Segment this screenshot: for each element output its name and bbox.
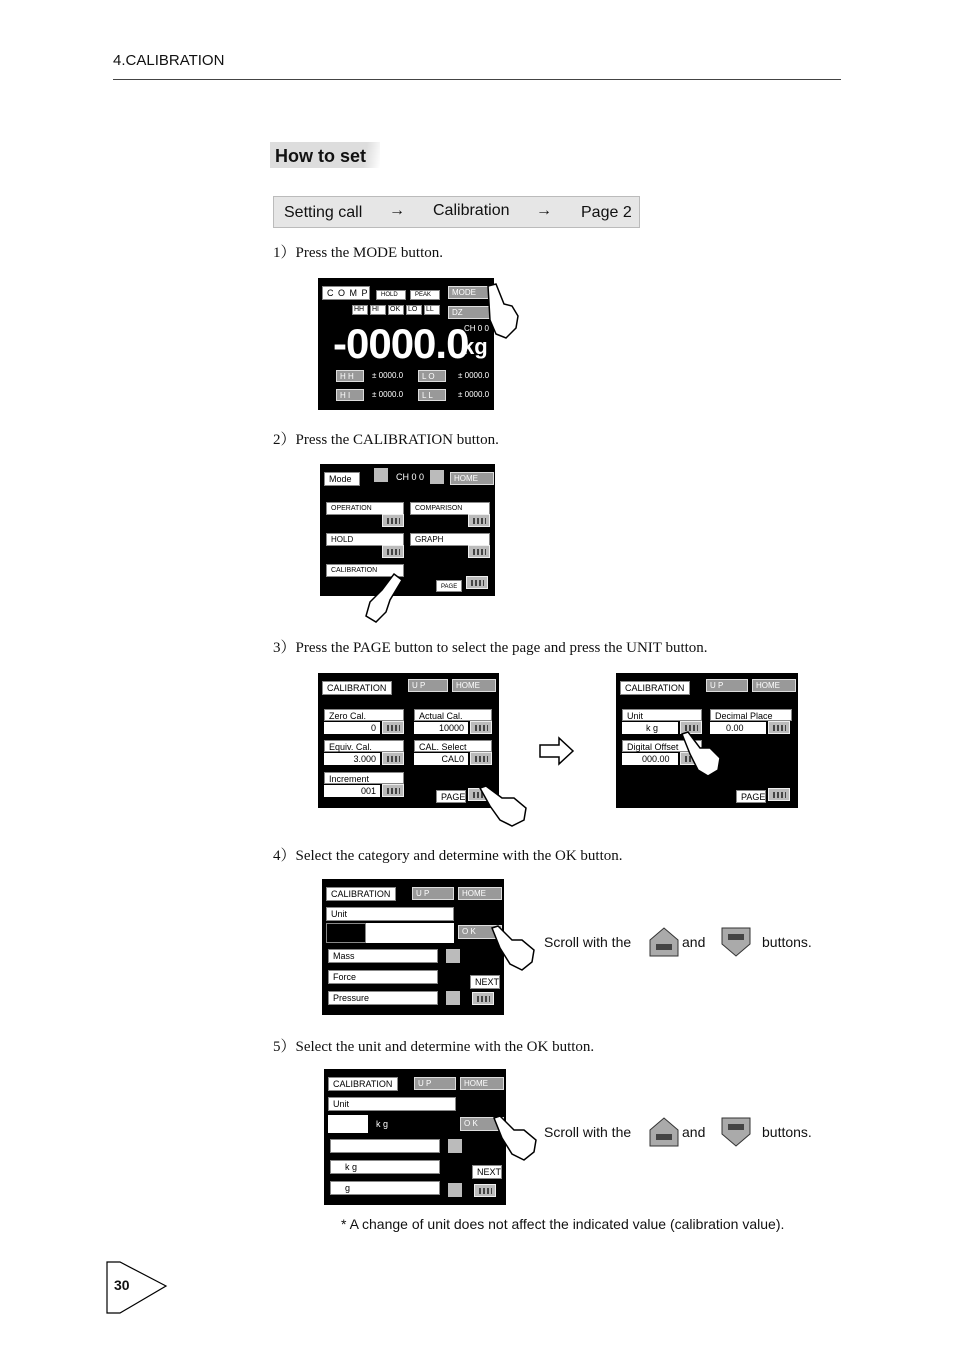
decimal-place-label: Decimal Place	[710, 709, 792, 721]
ll-limit-button[interactable]: L L	[418, 389, 446, 401]
scroll-instruction-text: Scroll with the	[544, 934, 632, 950]
keypad-icon[interactable]	[470, 721, 492, 734]
actual-cal-value: 10000	[414, 722, 468, 734]
unit-item-g[interactable]: g	[330, 1181, 440, 1195]
hi-limit-value: ± 0000.0	[372, 390, 404, 399]
increment-value: 001	[324, 785, 380, 797]
comp-label: C O M P	[322, 286, 370, 300]
page-number: 30	[114, 1277, 130, 1293]
weight-unit: kg	[462, 334, 488, 359]
next-label: NEXT	[472, 1165, 502, 1179]
hold-button[interactable]: HOLD	[326, 533, 404, 546]
down-arrow-icon[interactable]	[374, 468, 388, 482]
next-label: NEXT	[470, 975, 500, 989]
weight-value: -0000.0	[333, 320, 469, 367]
keypad-icon[interactable]	[382, 784, 404, 797]
actual-cal-label: Actual Cal.	[414, 709, 492, 721]
keypad-icon	[382, 514, 404, 527]
keypad-icon[interactable]	[382, 752, 404, 765]
home-button[interactable]: HOME	[460, 1077, 504, 1090]
operation-button[interactable]: OPERATION	[326, 502, 404, 515]
step-1-text: 1）Press the MODE button.	[273, 245, 443, 261]
ll-indicator: LL	[424, 305, 440, 315]
unit-item-blank[interactable]	[330, 1139, 440, 1153]
how-to-set-heading: How to set	[270, 142, 380, 168]
keypad-icon[interactable]	[382, 721, 404, 734]
step-2-text: 2）Press the CALIBRATION button.	[273, 432, 499, 448]
ok-button[interactable]: O K	[460, 1117, 504, 1131]
digital-offset-value: 000.00	[622, 753, 678, 765]
hi-limit-button[interactable]: H I	[336, 389, 364, 401]
lo-limit-value: ± 0000.0	[458, 371, 490, 380]
home-button[interactable]: HOME	[458, 887, 502, 900]
ok-indicator: OK	[388, 305, 404, 315]
keypad-icon	[382, 545, 404, 558]
hh-indicator: HH	[352, 305, 368, 315]
increment-label: Increment	[324, 772, 404, 784]
calibration-title: CALIBRATION	[326, 887, 396, 901]
calibration-title: CALIBRATION	[322, 681, 392, 695]
next-button[interactable]	[472, 992, 494, 1005]
up-button[interactable]: U P	[412, 887, 454, 900]
calibration-button[interactable]: CALIBRATION	[326, 564, 404, 577]
hold-label: HOLD	[376, 290, 406, 300]
step-4-text: 4）Select the category and determine with the OK button.	[273, 848, 623, 864]
calibration-title: CALIBRATION	[328, 1077, 398, 1091]
lo-limit-button[interactable]: L O	[418, 370, 446, 382]
path-arrow-1: →	[389, 202, 405, 219]
keypad-icon	[468, 514, 490, 527]
page-label: PAGE	[436, 790, 466, 803]
selected-unit: k g	[368, 1115, 456, 1133]
cal-select-label: CAL. Select	[414, 740, 492, 752]
path-arrow-2: →	[536, 202, 552, 219]
hh-limit-button[interactable]: H H	[336, 370, 364, 382]
selection-box-left	[328, 1115, 368, 1133]
page-button[interactable]	[768, 788, 790, 801]
up-button[interactable]: U P	[414, 1077, 456, 1090]
up-button[interactable]: U P	[408, 679, 448, 692]
category-mass[interactable]: Mass	[328, 949, 438, 963]
equiv-cal-value: 3.000	[324, 753, 380, 765]
selection-box	[366, 923, 454, 943]
home-button[interactable]: HOME	[450, 472, 494, 485]
next-button[interactable]	[474, 1184, 496, 1197]
unit-label: Unit	[326, 907, 454, 921]
scroll-up-button-icon	[648, 1116, 680, 1148]
calibration-title: CALIBRATION	[620, 681, 690, 695]
category-force[interactable]: Force	[328, 970, 438, 984]
step-5-text: 5）Select the unit and determine with the OK button.	[273, 1039, 595, 1055]
scroll-down-button-icon	[720, 926, 752, 958]
footnote: * A change of unit does not affect the indicated value (calibration value).	[341, 1216, 785, 1232]
unit-value: k g	[622, 722, 678, 734]
digital-offset-label: Digital Offset	[622, 740, 702, 752]
unit-label: Unit	[328, 1097, 456, 1111]
page-label: PAGE	[436, 580, 462, 592]
screen-main	[318, 278, 494, 410]
pointing-hand-icon	[490, 924, 538, 972]
section-header: 4.CALIBRATION	[113, 52, 225, 69]
ll-limit-value: ± 0000.0	[458, 390, 490, 399]
page-label: PAGE	[736, 790, 766, 803]
page-number-badge	[106, 1261, 168, 1320]
scroll-up-icon[interactable]	[448, 1139, 462, 1153]
mode-button[interactable]: MODE	[448, 286, 492, 299]
decimal-place-value: 0.00	[710, 722, 766, 734]
pointing-hand-icon	[364, 572, 404, 624]
hh-limit-value: ± 0000.0	[372, 371, 404, 380]
up-button[interactable]: U P	[706, 679, 748, 692]
graph-button[interactable]: GRAPH	[410, 533, 490, 546]
scroll-down-icon[interactable]	[448, 1183, 462, 1197]
path-calibration: Calibration	[433, 202, 510, 219]
home-button[interactable]: HOME	[752, 679, 796, 692]
cal-select-value: CAL0	[414, 753, 468, 765]
selection-box-left	[326, 923, 366, 943]
keypad-icon[interactable]	[768, 721, 790, 734]
pointing-hand-icon	[478, 784, 530, 828]
pointing-hand-icon	[680, 730, 724, 778]
step-3-text: 3）Press the PAGE button to select the page and press the UNIT button.	[273, 640, 708, 656]
screen-calibration-page1	[318, 673, 499, 808]
keypad-icon[interactable]	[470, 752, 492, 765]
scroll-up-button-icon	[648, 926, 680, 958]
unit-label: Unit	[622, 709, 702, 721]
buttons-text: buttons.	[762, 1124, 812, 1140]
scroll-up-icon[interactable]	[446, 949, 460, 963]
zero-cal-value: 0	[324, 722, 380, 734]
screen-unit-select	[324, 1069, 506, 1205]
and-text: and	[682, 1124, 706, 1140]
mode-title: Mode	[324, 472, 360, 486]
next-arrow-icon[interactable]	[466, 576, 488, 589]
up-arrow-icon[interactable]	[430, 470, 444, 484]
ok-button[interactable]: O K	[458, 925, 502, 939]
buttons-text: buttons.	[762, 934, 812, 950]
channel-label: CH 0 0	[396, 472, 425, 482]
scroll-down-button-icon	[720, 1116, 752, 1148]
keypad-icon	[468, 545, 490, 558]
category-pressure[interactable]: Pressure	[328, 991, 438, 1005]
zero-cal-label: Zero Cal.	[324, 709, 404, 721]
peak-label: PEAK	[410, 290, 440, 300]
lo-indicator: LO	[406, 305, 422, 315]
pointing-hand-icon	[492, 1114, 540, 1162]
screen-unit-category	[322, 879, 504, 1015]
and-text: and	[682, 934, 706, 950]
channel-label: CH 0 0	[464, 324, 489, 333]
navigation-path	[273, 196, 640, 228]
comparison-button[interactable]: COMPARISON	[410, 502, 490, 515]
hi-indicator: HI	[370, 305, 386, 315]
dz-button[interactable]: DZ	[448, 306, 492, 319]
header-rule	[113, 79, 841, 80]
screen-mode	[320, 464, 495, 596]
pointing-hand-icon	[482, 282, 522, 342]
equiv-cal-label: Equiv. Cal.	[324, 740, 404, 752]
home-button[interactable]: HOME	[452, 679, 496, 692]
scroll-down-icon[interactable]	[446, 991, 460, 1005]
unit-item-kg[interactable]: k g	[330, 1160, 440, 1174]
scroll-instruction-text: Scroll with the	[544, 1124, 632, 1140]
right-arrow-icon	[539, 736, 575, 766]
path-setting-call: Setting call	[284, 204, 363, 221]
path-page2: Page 2	[581, 204, 632, 221]
